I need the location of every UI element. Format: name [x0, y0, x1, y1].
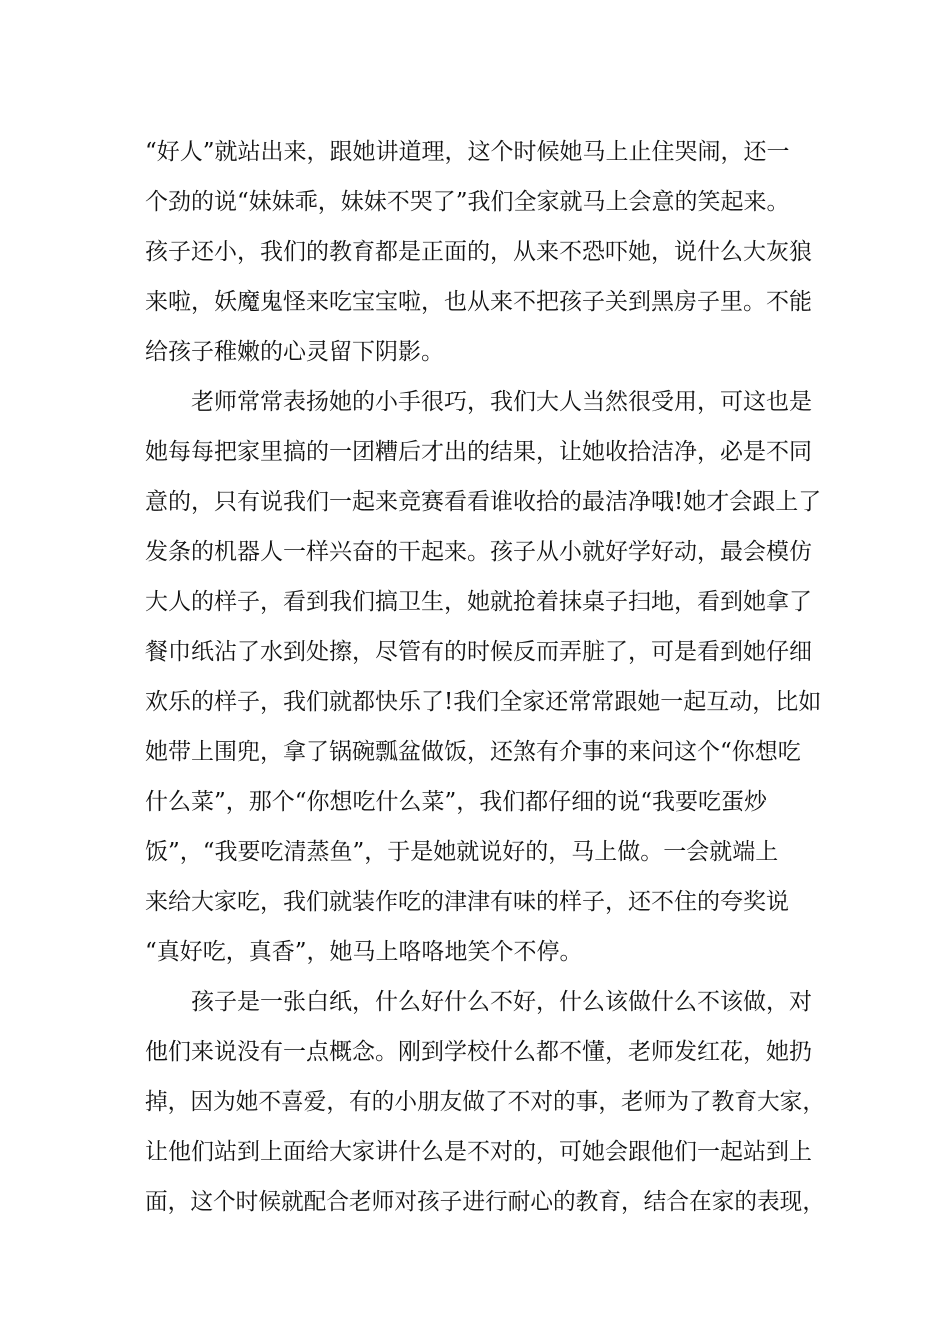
- text-line-content: “真好吃，真香”，她马上咯咯地笑个不停。: [145, 939, 583, 965]
- text-line: [145, 377, 825, 427]
- text-line-content: “好人”就站出来，跟她讲道理，这个时候她马上止住哭闹，还一: [145, 139, 790, 165]
- text-line-content: 让他们站到上面给大家讲什么是不对的，可她会跟他们一起站到上: [145, 1139, 812, 1165]
- text-line-content: 来给大家吃，我们就装作吃的津津有味的样子，还不住的夸奖说: [145, 889, 789, 915]
- text-line-content: 意的，只有说我们一起来竞赛看看谁收拾的最洁净哦!她才会跟上了: [145, 489, 822, 515]
- text-line: [145, 827, 825, 877]
- text-line: [145, 1027, 825, 1077]
- text-line-content: 大人的样子，看到我们搞卫生，她就抢着抹桌子扫地，看到她拿了: [145, 589, 812, 615]
- text-line: [145, 777, 825, 827]
- text-line: [145, 1127, 825, 1177]
- text-line: [145, 427, 825, 477]
- text-line-content: 欢乐的样子，我们就都快乐了!我们全家还常常跟她一起互动，比如: [145, 689, 822, 715]
- text-line: [145, 527, 825, 577]
- text-line: [145, 877, 825, 927]
- text-line-content: 给孩子稚嫩的心灵留下阴影。: [145, 339, 444, 365]
- text-line-content: 他们来说没有一点概念。刚到学校什么都不懂，老师发红花，她扔: [145, 1039, 812, 1065]
- body-text: [145, 127, 825, 1227]
- text-line: [145, 327, 825, 377]
- text-line-content: 她每每把家里搞的一团糟后才出的结果，让她收拾洁净，必是不同: [145, 439, 812, 465]
- text-line-content: 发条的机器人一样兴奋的干起来。孩子从小就好学好动，最会模仿: [145, 539, 812, 565]
- text-line-content: 饭”，“我要吃清蒸鱼”，于是她就说好的，马上做。一会就端上: [145, 839, 779, 865]
- text-line-content: 孩子是一张白纸，什么好什么不好，什么该做什么不该做，对: [191, 989, 812, 1015]
- text-line: [145, 627, 825, 677]
- text-line: [145, 277, 825, 327]
- text-line-content: 来啦，妖魔鬼怪来吃宝宝啦，也从来不把孩子关到黑房子里。不能: [145, 289, 812, 315]
- text-line: [145, 227, 825, 277]
- text-line-content: 什么菜”，那个“你想吃什么菜”，我们都仔细的说“我要吃蛋炒: [145, 789, 768, 815]
- text-line-content: 面，这个时候就配合老师对孩子进行耐心的教育，结合在家的表现，: [145, 1189, 825, 1215]
- text-line: [145, 477, 825, 527]
- text-line-content: 老师常常表扬她的小手很巧，我们大人当然很受用，可这也是: [191, 389, 812, 415]
- text-line: [145, 577, 825, 627]
- text-line: [145, 177, 825, 227]
- text-line: [145, 977, 825, 1027]
- text-line: [145, 1177, 825, 1227]
- text-line: [145, 1077, 825, 1127]
- text-line-content: 掉，因为她不喜爱，有的小朋友做了不对的事，老师为了教育大家，: [145, 1089, 825, 1115]
- text-line-content: 她带上围兜，拿了锅碗瓢盆做饭，还煞有介事的来问这个“你想吃: [145, 739, 801, 765]
- text-line-content: 个劲的说“妹妹乖，妹妹不哭了”我们全家就马上会意的笑起来。: [145, 189, 790, 215]
- text-line: [145, 727, 825, 777]
- text-line: [145, 677, 825, 727]
- text-line: [145, 927, 825, 977]
- text-line-content: 餐巾纸沾了水到处擦，尽管有的时候反而弄脏了，可是看到她仔细: [145, 639, 812, 665]
- text-line: [145, 127, 825, 177]
- text-line-content: 孩子还小，我们的教育都是正面的，从来不恐吓她，说什么大灰狼: [145, 239, 812, 265]
